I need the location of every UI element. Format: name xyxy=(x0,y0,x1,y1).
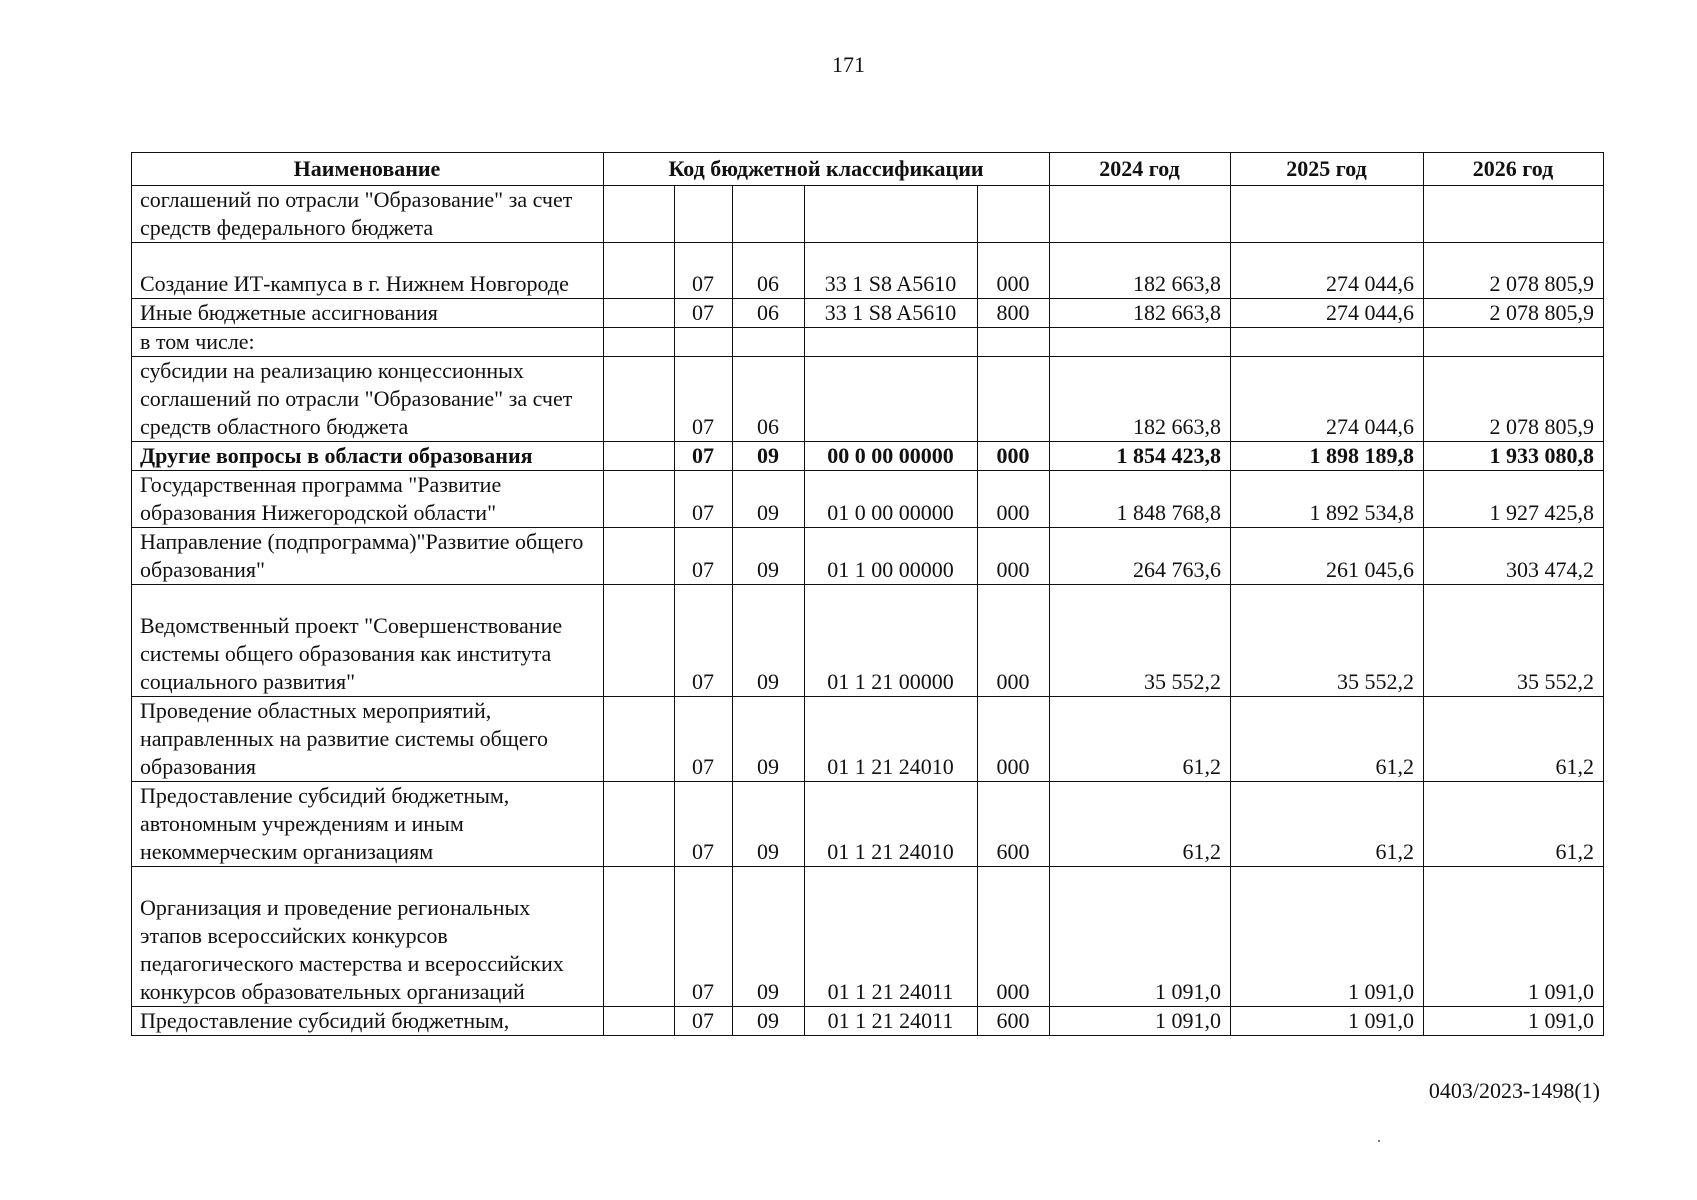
value-2024-cell: 182 663,8 xyxy=(1050,357,1231,442)
code-expense-type-cell xyxy=(978,328,1050,357)
col-header-name: Наименование xyxy=(132,153,604,186)
row-name-cell: соглашений по отрасли "Образование" за счет средств федерального бюджета xyxy=(132,186,604,243)
table-header-row xyxy=(132,153,1604,186)
code-target-cell: 01 1 21 24011 xyxy=(805,867,978,1007)
code-expense-type-cell: 000 xyxy=(978,697,1050,782)
code-section-cell: 07 xyxy=(675,471,733,528)
row-name-cell: Ведомственный проект "Совершенствование системы общего образования как института социального развития" xyxy=(132,585,604,697)
table-row xyxy=(132,528,1604,585)
code-target-cell: 00 0 00 00000 xyxy=(805,442,978,471)
code-target-cell: 01 0 00 00000 xyxy=(805,471,978,528)
value-2024-cell xyxy=(1050,328,1231,357)
document-code: 0403/2023-1498(1) xyxy=(1428,1078,1600,1103)
table-row xyxy=(132,867,1604,1007)
col-header-code: Код бюджетной классификации xyxy=(604,153,1050,186)
budget-table xyxy=(131,152,1604,1036)
value-2024-cell: 182 663,8 xyxy=(1050,243,1231,299)
row-name-cell: Государственная программа "Развитие образования Нижегородской области" xyxy=(132,471,604,528)
code-expense-type-cell: 600 xyxy=(978,782,1050,867)
value-2024-cell: 35 552,2 xyxy=(1050,585,1231,697)
code-section-cell: 07 xyxy=(675,357,733,442)
code-blank-cell xyxy=(604,782,675,867)
code-target-cell: 01 1 21 24010 xyxy=(805,697,978,782)
code-blank-cell xyxy=(604,357,675,442)
code-blank-cell xyxy=(604,1007,675,1036)
code-section-cell xyxy=(675,328,733,357)
row-name-cell: Предоставление субсидий бюджетным, автономным учреждениям и иным некоммерческим организациям xyxy=(132,782,604,867)
row-name-cell: в том числе: xyxy=(132,328,604,357)
value-2024-cell: 264 763,6 xyxy=(1050,528,1231,585)
code-subsection-cell: 06 xyxy=(733,357,805,442)
value-2025-cell: 35 552,2 xyxy=(1231,585,1424,697)
code-subsection-cell: 09 xyxy=(733,697,805,782)
value-2026-cell: 61,2 xyxy=(1424,697,1604,782)
value-2026-cell: 2 078 805,9 xyxy=(1424,357,1604,442)
value-2025-cell: 1 898 189,8 xyxy=(1231,442,1424,471)
table-row xyxy=(132,186,1604,243)
table-row xyxy=(132,328,1604,357)
table-row xyxy=(132,697,1604,782)
code-expense-type-cell: 000 xyxy=(978,243,1050,299)
code-section-cell: 07 xyxy=(675,782,733,867)
code-target-cell: 01 1 21 00000 xyxy=(805,585,978,697)
col-header-2025: 2025 год xyxy=(1231,153,1424,186)
value-2025-cell xyxy=(1231,186,1424,243)
code-target-cell: 01 1 21 24010 xyxy=(805,782,978,867)
value-2025-cell: 61,2 xyxy=(1231,782,1424,867)
value-2024-cell: 1 091,0 xyxy=(1050,1007,1231,1036)
table-row xyxy=(132,243,1604,299)
code-expense-type-cell: 000 xyxy=(978,442,1050,471)
value-2026-cell: 1 933 080,8 xyxy=(1424,442,1604,471)
value-2024-cell: 61,2 xyxy=(1050,782,1231,867)
row-name-cell: Предоставление субсидий бюджетным, xyxy=(132,1007,604,1036)
code-target-cell: 01 1 00 00000 xyxy=(805,528,978,585)
code-blank-cell xyxy=(604,697,675,782)
code-section-cell xyxy=(675,186,733,243)
code-blank-cell xyxy=(604,442,675,471)
code-section-cell: 07 xyxy=(675,697,733,782)
code-expense-type-cell: 000 xyxy=(978,471,1050,528)
code-subsection-cell: 09 xyxy=(733,1007,805,1036)
code-section-cell: 07 xyxy=(675,442,733,471)
value-2024-cell xyxy=(1050,186,1231,243)
value-2025-cell: 1 091,0 xyxy=(1231,867,1424,1007)
value-2024-cell: 61,2 xyxy=(1050,697,1231,782)
row-name-cell: субсидии на реализацию концессионных соглашений по отрасли "Образование" за счет средств областного бюджета xyxy=(132,357,604,442)
code-target-cell: 33 1 S8 A5610 xyxy=(805,243,978,299)
table-row xyxy=(132,299,1604,328)
code-subsection-cell xyxy=(733,328,805,357)
value-2026-cell: 61,2 xyxy=(1424,782,1604,867)
code-subsection-cell: 09 xyxy=(733,528,805,585)
code-blank-cell xyxy=(604,328,675,357)
table-row xyxy=(132,471,1604,528)
value-2026-cell xyxy=(1424,186,1604,243)
value-2024-cell: 182 663,8 xyxy=(1050,299,1231,328)
code-section-cell: 07 xyxy=(675,585,733,697)
code-blank-cell xyxy=(604,528,675,585)
code-blank-cell xyxy=(604,585,675,697)
value-2024-cell: 1 091,0 xyxy=(1050,867,1231,1007)
value-2026-cell: 35 552,2 xyxy=(1424,585,1604,697)
code-blank-cell xyxy=(604,867,675,1007)
value-2024-cell: 1 848 768,8 xyxy=(1050,471,1231,528)
code-expense-type-cell xyxy=(978,357,1050,442)
code-target-cell xyxy=(805,186,978,243)
value-2025-cell: 274 044,6 xyxy=(1231,299,1424,328)
code-subsection-cell xyxy=(733,186,805,243)
value-2026-cell: 2 078 805,9 xyxy=(1424,243,1604,299)
code-blank-cell xyxy=(604,186,675,243)
value-2025-cell: 61,2 xyxy=(1231,697,1424,782)
code-section-cell: 07 xyxy=(675,1007,733,1036)
code-section-cell: 07 xyxy=(675,528,733,585)
code-expense-type-cell xyxy=(978,186,1050,243)
row-name-cell: Создание ИТ-кампуса в г. Нижнем Новгороде xyxy=(132,243,604,299)
code-section-cell: 07 xyxy=(675,867,733,1007)
code-target-cell xyxy=(805,357,978,442)
table-row xyxy=(132,357,1604,442)
col-header-2026: 2026 год xyxy=(1424,153,1604,186)
code-subsection-cell: 09 xyxy=(733,442,805,471)
value-2026-cell: 1 927 425,8 xyxy=(1424,471,1604,528)
code-subsection-cell: 09 xyxy=(733,471,805,528)
table-row xyxy=(132,585,1604,697)
value-2025-cell: 274 044,6 xyxy=(1231,357,1424,442)
code-subsection-cell: 09 xyxy=(733,867,805,1007)
value-2025-cell: 1 892 534,8 xyxy=(1231,471,1424,528)
code-target-cell: 01 1 21 24011 xyxy=(805,1007,978,1036)
row-name-cell: Иные бюджетные ассигнования xyxy=(132,299,604,328)
row-name-cell: Проведение областных мероприятий, направленных на развитие системы общего образования xyxy=(132,697,604,782)
code-blank-cell xyxy=(604,299,675,328)
col-header-2024: 2024 год xyxy=(1050,153,1231,186)
table-row xyxy=(132,782,1604,867)
page-number: 171 xyxy=(832,52,865,77)
code-expense-type-cell: 600 xyxy=(978,1007,1050,1036)
code-target-cell xyxy=(805,328,978,357)
value-2026-cell: 303 474,2 xyxy=(1424,528,1604,585)
value-2025-cell xyxy=(1231,328,1424,357)
code-subsection-cell: 09 xyxy=(733,585,805,697)
code-section-cell: 07 xyxy=(675,243,733,299)
code-subsection-cell: 06 xyxy=(733,243,805,299)
code-expense-type-cell: 800 xyxy=(978,299,1050,328)
code-subsection-cell: 06 xyxy=(733,299,805,328)
value-2026-cell: 1 091,0 xyxy=(1424,1007,1604,1036)
value-2025-cell: 274 044,6 xyxy=(1231,243,1424,299)
scan-speck xyxy=(1378,1140,1380,1142)
value-2024-cell: 1 854 423,8 xyxy=(1050,442,1231,471)
value-2026-cell xyxy=(1424,328,1604,357)
row-name-cell: Направление (подпрограмма)"Развитие общего образования" xyxy=(132,528,604,585)
row-name-cell: Другие вопросы в области образования xyxy=(132,442,604,471)
code-expense-type-cell: 000 xyxy=(978,528,1050,585)
value-2026-cell: 2 078 805,9 xyxy=(1424,299,1604,328)
code-blank-cell xyxy=(604,243,675,299)
row-name-cell: Организация и проведение региональных этапов всероссийских конкурсов педагогического мастерства и всероссийских конкурсов образовательных организаций xyxy=(132,867,604,1007)
code-expense-type-cell: 000 xyxy=(978,867,1050,1007)
code-expense-type-cell: 000 xyxy=(978,585,1050,697)
code-target-cell: 33 1 S8 A5610 xyxy=(805,299,978,328)
value-2025-cell: 1 091,0 xyxy=(1231,1007,1424,1036)
code-subsection-cell: 09 xyxy=(733,782,805,867)
table-row xyxy=(132,442,1604,471)
table-row xyxy=(132,1007,1604,1036)
value-2025-cell: 261 045,6 xyxy=(1231,528,1424,585)
code-blank-cell xyxy=(604,471,675,528)
value-2026-cell: 1 091,0 xyxy=(1424,867,1604,1007)
code-section-cell: 07 xyxy=(675,299,733,328)
